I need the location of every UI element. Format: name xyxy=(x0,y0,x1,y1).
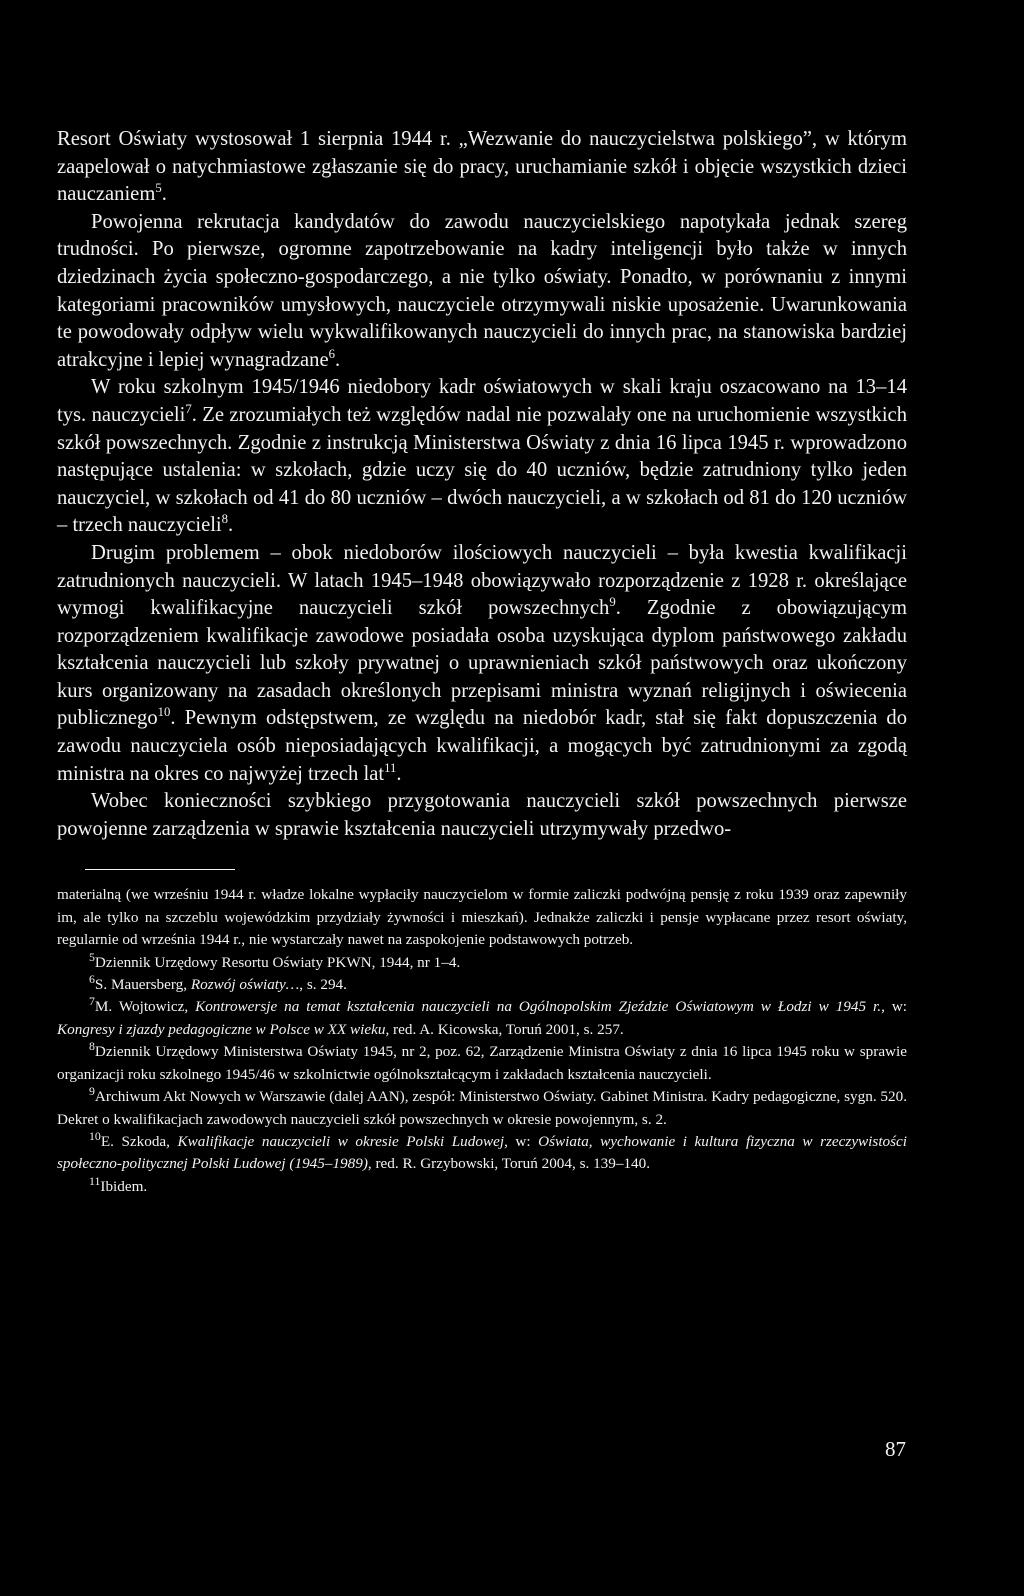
footnote-ref-5[interactable]: 5 xyxy=(155,181,162,196)
footnotes xyxy=(57,884,907,1198)
footnote-10-author: E. Szkoda, xyxy=(100,1132,178,1150)
footnote-6 xyxy=(57,974,907,996)
paragraph-4-text-c: . Pewnym odstępstwem, ze względu na niedobór kadr, stał się fakt dopuszczenia do zawodu nauczyciela osób nieposiadających kwalifikacji, a mogących być zatrudnionymi za zgodą ministra na okres co najwyżej trzech lat xyxy=(57,707,907,785)
footnote-9 xyxy=(57,1086,907,1131)
paragraph-4-text-b: . Zgodnie z obowiązującym rozporządzeniem kwalifikacje zawodowe posiadała osoba uzyskująca dyplom państwowego zakładu kształcenia nauczycieli lub szkoły prywatnej o uprawnieniach szkół państwowych oraz ukończony kurs organizowany na zasadach określonych przepisami ministra wyznań religijnych i oświecenia publicznego xyxy=(57,597,908,730)
page-number: 87 xyxy=(885,1437,906,1461)
footnote-10-collection-title: Oświata, wychowanie i kultura fizyczna w rzeczywistości społeczno-politycznej Polski Ludowej (1945–1989) xyxy=(57,1132,908,1173)
footnote-ref-11[interactable]: 11 xyxy=(384,760,397,775)
paragraph-4-end: . xyxy=(396,762,402,785)
footnote-10-mark: 10 xyxy=(89,1128,101,1143)
paragraph-1-text: Resort Oświaty wystosował 1 sierpnia 1944 r. „Wezwanie do nauczycielstwa polskiego”, w którym zaapelował o natychmiastowe zgłaszanie się do pracy, uruchamianie szkół i objęcie wszystkich dzieci nauczaniem xyxy=(57,128,907,206)
paragraph-3-text-a: W roku szkolnym 1945/1946 niedobory kadr oświatowych w skali kraju oszacowano na 13–14 tys. nauczycieli xyxy=(57,376,907,426)
footnote-7-author: M. Wojtowicz, xyxy=(94,998,196,1016)
footnote-7-mark: 7 xyxy=(89,994,95,1009)
footnote-8-text: Dziennik Urzędowy Ministerstwa Oświaty 1945, nr 2, poz. 62, Zarządzenie Ministra Oświaty z dnia 16 lipca 1945 roku w sprawie organizacji roku szkolnego 1945/46 w szkolnictwie ogólnokształcącym i zakładach kształcenia nauczycieli. xyxy=(57,1043,907,1083)
footnote-11 xyxy=(57,1173,907,1198)
footnote-separator xyxy=(85,869,235,870)
footnote-9-text: Archiwum Akt Nowych w Warszawie (dalej AAN), zespół: Ministerstwo Oświaty. Gabinet Ministra. Kadry pedagogiczne, sygn. 520. Dekret o kwalifikacjach zawodowych nauczycieli szkół powszechnych w okresie powojennym, s. 2. xyxy=(57,1088,907,1128)
footnote-8-mark: 8 xyxy=(89,1039,95,1054)
page-content xyxy=(57,126,907,1198)
main-text xyxy=(57,126,907,843)
footnote-ref-10[interactable]: 10 xyxy=(157,705,171,720)
paragraph-1 xyxy=(57,126,907,209)
footnote-continuation xyxy=(57,884,907,951)
footnote-9-mark: 9 xyxy=(89,1084,95,1099)
footnote-11-text: Ibidem. xyxy=(100,1177,148,1195)
footnote-7 xyxy=(57,996,907,1041)
footnote-7-title: Kontrowersje na temat kształcenia nauczycieli na Ogólnopolskim Zjeździe Oświatowym w Łodzi w 1945 r. xyxy=(195,998,882,1016)
footnote-ref-9[interactable]: 9 xyxy=(609,595,616,610)
footnote-ref-7[interactable]: 7 xyxy=(185,402,192,417)
footnote-7-details: , red. A. Kicowska, Toruń 2001, s. 257. xyxy=(385,1020,624,1038)
footnote-7-in: , w: xyxy=(881,998,908,1016)
footnote-7-collection-title: Kongresy i zjazdy pedagogiczne w Polsce w XX wieku xyxy=(57,1020,386,1038)
footnote-10-details: , red. R. Grzybowski, Toruń 2004, s. 139–140. xyxy=(367,1155,651,1173)
paragraph-4 xyxy=(57,540,907,788)
paragraph-2-end: . xyxy=(334,348,341,371)
paragraph-3 xyxy=(57,374,907,540)
footnote-6-title: Rozwój oświaty… xyxy=(190,976,300,994)
paragraph-4-text-a: Drugim problemem – obok niedoborów ilościowych nauczycieli – była kwestia kwalifikacji zatrudnionych nauczycieli. W latach 1945–1948 obowiązywało rozporządzenie z 1928 r. określające wymogi kwalifikacyjne nauczycieli szkół powszechnych xyxy=(57,541,907,620)
footnote-ref-8[interactable]: 8 xyxy=(221,512,229,527)
footnote-6-page: , s. 294. xyxy=(299,976,347,994)
footnote-ref-6[interactable]: 6 xyxy=(328,346,335,361)
footnote-5 xyxy=(57,949,907,974)
paragraph-3-end: . xyxy=(228,514,234,537)
footnote-10-in: , w: xyxy=(504,1132,539,1150)
footnote-10-title: Kwalifikacje nauczycieli w okresie Polski Ludowej xyxy=(177,1132,505,1150)
paragraph-5-text: Wobec konieczności szybkiego przygotowania nauczycieli szkół powszechnych pierwsze powojenne zarządzenia w sprawie kształcenia nauczycieli utrzymywały przedwo- xyxy=(57,790,907,840)
paragraph-2-text: Powojenna rekrutacja kandydatów do zawodu nauczycielskiego napotykała jednak szereg trudności. Po pierwsze, ogromne zapotrzebowanie na kadry inteligencji było także w innych dziedzinach życia społeczno-gospodarczego, a nie tylko oświaty. Ponadto, w porównaniu z innymi kategoriami pracowników umysłowych, nauczyciele otrzymywali niskie uposażenie. Uwarunkowania te powodowały odpływ wielu wykwalifikowanych nauczycieli do innych prac, na stanowiska bardziej atrakcyjne i lepiej wynagradzane xyxy=(57,210,907,371)
paragraph-2 xyxy=(57,209,907,375)
footnote-6-author: S. Mauersberg, xyxy=(94,976,191,994)
footnote-11-mark: 11 xyxy=(89,1173,101,1188)
footnote-continuation-text: materialną (we wrześniu 1944 r. władze lokalne wypłaciły nauczycielom w formie zaliczki podwójną pensję z roku 1939 oraz zapewniły im, ale tylko na szczeblu wojewódzkim przydziały żywności i mieszkań). Jednakże zaliczki i pensje wypłacane przez resort oświaty, regularnie od września 1944 r., nie wystarczały nawet na zaspokojenie podstawowych potrzeb. xyxy=(57,886,907,949)
footnote-5-mark: 5 xyxy=(89,949,95,964)
footnote-10 xyxy=(57,1128,908,1176)
paragraph-1-end: . xyxy=(161,183,167,206)
footnote-8 xyxy=(57,1041,907,1086)
footnote-5-text: Dziennik Urzędowy Resortu Oświaty PKWN, 1944, nr 1–4. xyxy=(94,953,461,971)
paragraph-3-text-b: . Ze zrozumiałych też względów nadal nie pozwalały one na uruchomienie wszystkich szkół powszechnych. Zgodnie z instrukcją Ministerstwa Oświaty z dnia 16 lipca 1945 r. wprowadzono następujące ustalenia: w szkołach, gdzie uczy się do 40 uczniów, będzie zatrudniony tylko jeden nauczyciel, w szkołach od 41 do 80 uczniów – dwóch nauczycieli, a w szkołach od 81 do 120 uczniów – trzech nauczycieli xyxy=(57,403,907,537)
paragraph-5 xyxy=(57,788,907,843)
footnote-6-mark: 6 xyxy=(89,972,95,986)
